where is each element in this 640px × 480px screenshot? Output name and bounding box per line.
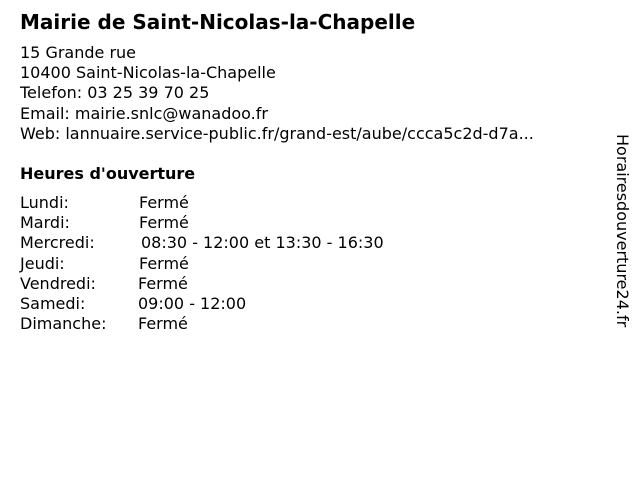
hours-row-samedi	[20, 294, 520, 314]
hours-row-lundi	[20, 193, 520, 213]
day-hours: Fermé	[138, 314, 188, 334]
day-label: Vendredi:	[20, 273, 96, 293]
day-hours: 09:00 - 12:00	[138, 293, 247, 313]
day-hours: Fermé	[138, 273, 188, 293]
email-line: Email: mairie.snlc@wanadoo.fr	[20, 103, 268, 123]
day-label: Lundi:	[20, 193, 69, 212]
day-hours: Fermé	[139, 193, 189, 212]
opening-hours-list	[20, 193, 520, 334]
day-label: Mardi:	[20, 213, 70, 233]
day-hours: Fermé	[139, 213, 189, 233]
hours-row-mardi	[20, 213, 520, 233]
hours-row-vendredi	[20, 274, 520, 294]
day-label: Dimanche:	[20, 314, 107, 334]
address-city: 10400 Saint-Nicolas-la-Chapelle	[20, 63, 276, 83]
day-label: Samedi:	[20, 293, 86, 313]
hours-heading: Heures d'ouverture	[20, 164, 196, 183]
page-title: Mairie de Saint-Nicolas-la-Chapelle	[20, 10, 416, 34]
day-hours: 08:30 - 12:00 et 13:30 - 16:30	[141, 233, 384, 253]
site-watermark: Horairesdouverture24.fr	[613, 134, 632, 328]
hours-row-jeudi	[20, 254, 520, 274]
day-label: Jeudi:	[20, 253, 65, 273]
web-line: Web: lannuaire.service-public.fr/grand-est/aube/ccca5c2d-d7a...	[20, 123, 534, 143]
contact-info	[20, 43, 534, 144]
hours-row-mercredi	[20, 233, 520, 253]
address-street: 15 Grande rue	[20, 43, 137, 62]
phone-line: Telefon: 03 25 39 70 25	[20, 83, 210, 103]
hours-row-dimanche	[20, 314, 520, 334]
day-hours: Fermé	[139, 253, 189, 273]
day-label: Mercredi:	[20, 233, 95, 253]
